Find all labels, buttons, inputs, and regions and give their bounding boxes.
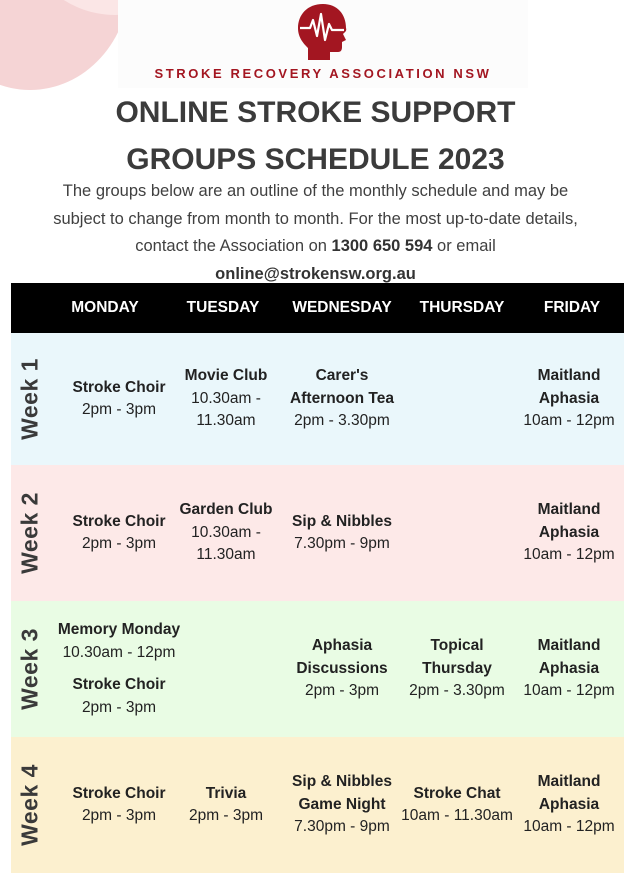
intro-line <box>20 233 611 261</box>
intro-paragraph <box>20 178 611 288</box>
group-time: 10.30am - 11.30am <box>191 389 261 430</box>
group-time: 2pm - 3pm <box>81 535 157 552</box>
group-name: Stroke Chat <box>413 784 501 802</box>
header-wednesday: WEDNESDAY <box>292 299 392 316</box>
cell-friday <box>513 601 625 737</box>
group-entry <box>399 635 515 703</box>
group-name: Topical Thursday <box>422 637 492 677</box>
group-time: 2pm - 3pm <box>81 807 157 824</box>
cell-monday <box>49 465 189 601</box>
group-time: 2pm - 3pm <box>304 682 380 700</box>
group-name: Maitland Aphasia <box>537 637 601 677</box>
group-name: Carer's Afternoon Tea <box>290 367 394 407</box>
group-name: Garden Club <box>179 501 273 519</box>
schedule-table <box>11 283 624 873</box>
cell-friday <box>513 465 625 601</box>
header-friday: FRIDAY <box>543 299 601 316</box>
cell-wednesday <box>277 465 407 601</box>
cell-monday <box>49 601 189 737</box>
cell-monday <box>49 737 189 873</box>
group-name: Movie Club <box>184 367 268 385</box>
group-time: 2pm - 3.30pm <box>294 412 390 430</box>
group-entry <box>72 783 165 828</box>
table-row <box>11 465 624 601</box>
group-entry <box>277 771 407 839</box>
group-entry <box>72 377 165 422</box>
group-entry <box>401 783 513 828</box>
group-entry <box>513 771 625 839</box>
cell-monday <box>49 333 189 465</box>
cell-tuesday <box>171 465 281 601</box>
group-entry <box>189 783 263 828</box>
table-row <box>11 737 624 873</box>
group-name: Trivia <box>205 784 247 802</box>
cell-wednesday <box>277 333 407 465</box>
group-time: 7.30pm - 9pm <box>294 818 390 836</box>
table-body <box>11 333 624 873</box>
group-entry <box>72 511 165 556</box>
header-thursday: THURSDAY <box>419 299 505 316</box>
intro-text: or email <box>432 237 496 255</box>
group-name: Sip & Nibbles <box>292 512 392 530</box>
head-with-heartbeat-icon <box>294 2 352 62</box>
group-name: Memory Monday <box>57 621 181 638</box>
group-name: Aphasia Discussions <box>296 637 388 677</box>
cell-wednesday <box>277 737 407 873</box>
group-entry <box>513 635 625 703</box>
group-time: 2pm - 3.30pm <box>409 682 505 700</box>
group-time: 10am - 12pm <box>523 412 615 430</box>
group-time: 2pm - 3pm <box>81 401 157 418</box>
page-title-line-2: GROUPS SCHEDULE 2023 <box>126 143 505 176</box>
intro-line: The groups below are an outline of the monthly schedule and may be <box>62 182 569 200</box>
group-time: 10.30am - 11.30am <box>191 523 261 564</box>
cell-tuesday <box>171 601 281 737</box>
cell-thursday <box>399 333 515 465</box>
group-name: Stroke Choir <box>72 676 166 693</box>
group-entry <box>277 635 407 703</box>
week-label <box>11 737 49 873</box>
cell-thursday <box>399 465 515 601</box>
group-time: 7.30pm - 9pm <box>294 535 390 552</box>
week-label-text: Week 4 <box>16 764 43 846</box>
week-label <box>11 601 49 737</box>
group-name: Stroke Choir <box>72 512 166 530</box>
week-label-text: Week 1 <box>16 358 43 440</box>
cell-wednesday <box>277 601 407 737</box>
table-row <box>11 333 624 465</box>
week-label <box>11 465 49 601</box>
group-entry <box>72 674 165 719</box>
group-name: Sip & Nibbles Game Night <box>292 773 392 813</box>
group-name: Maitland Aphasia <box>537 367 601 407</box>
table-row <box>11 601 624 737</box>
intro-text: contact the Association on <box>135 237 332 255</box>
group-entry <box>513 365 625 433</box>
group-time: 10am - 11.30am <box>401 807 513 824</box>
week-label <box>11 333 49 465</box>
group-time: 10am - 12pm <box>523 818 615 836</box>
header-monday: MONDAY <box>71 299 139 316</box>
group-time: 10am - 12pm <box>523 546 615 564</box>
group-entry <box>58 619 180 664</box>
organisation-logo <box>118 0 528 88</box>
group-entry <box>277 365 407 433</box>
week-label-text: Week 2 <box>16 492 43 574</box>
group-entry <box>171 499 281 567</box>
cell-tuesday <box>171 333 281 465</box>
group-time: 10am - 12pm <box>523 682 615 700</box>
cell-thursday <box>399 601 515 737</box>
cell-friday <box>513 333 625 465</box>
group-entry <box>171 365 281 433</box>
group-time: 2pm - 3pm <box>81 698 157 716</box>
intro-line: subject to change from month to month. For the most up-to-date details, <box>53 209 578 228</box>
phone-number: 1300 650 594 <box>331 237 433 255</box>
organisation-name: STROKE RECOVERY ASSOCIATION NSW <box>154 66 492 81</box>
table-header <box>11 283 624 333</box>
group-name: Stroke Choir <box>72 784 166 802</box>
group-entry <box>292 511 392 556</box>
cell-friday <box>513 737 625 873</box>
group-name: Maitland Aphasia <box>537 501 601 541</box>
header-tuesday: TUESDAY <box>186 299 260 316</box>
group-time: 10.30am - 12pm <box>62 643 176 661</box>
page-title-line-1: ONLINE STROKE SUPPORT <box>115 96 516 129</box>
group-time: 2pm - 3pm <box>188 807 264 824</box>
group-name: Stroke Choir <box>72 378 166 396</box>
week-label-text: Week 3 <box>16 628 43 710</box>
email-address: online@strokensw.org.au <box>215 264 416 283</box>
group-entry <box>513 499 625 567</box>
cell-thursday <box>399 737 515 873</box>
cell-tuesday <box>171 737 281 873</box>
group-name: Maitland Aphasia <box>537 773 601 813</box>
